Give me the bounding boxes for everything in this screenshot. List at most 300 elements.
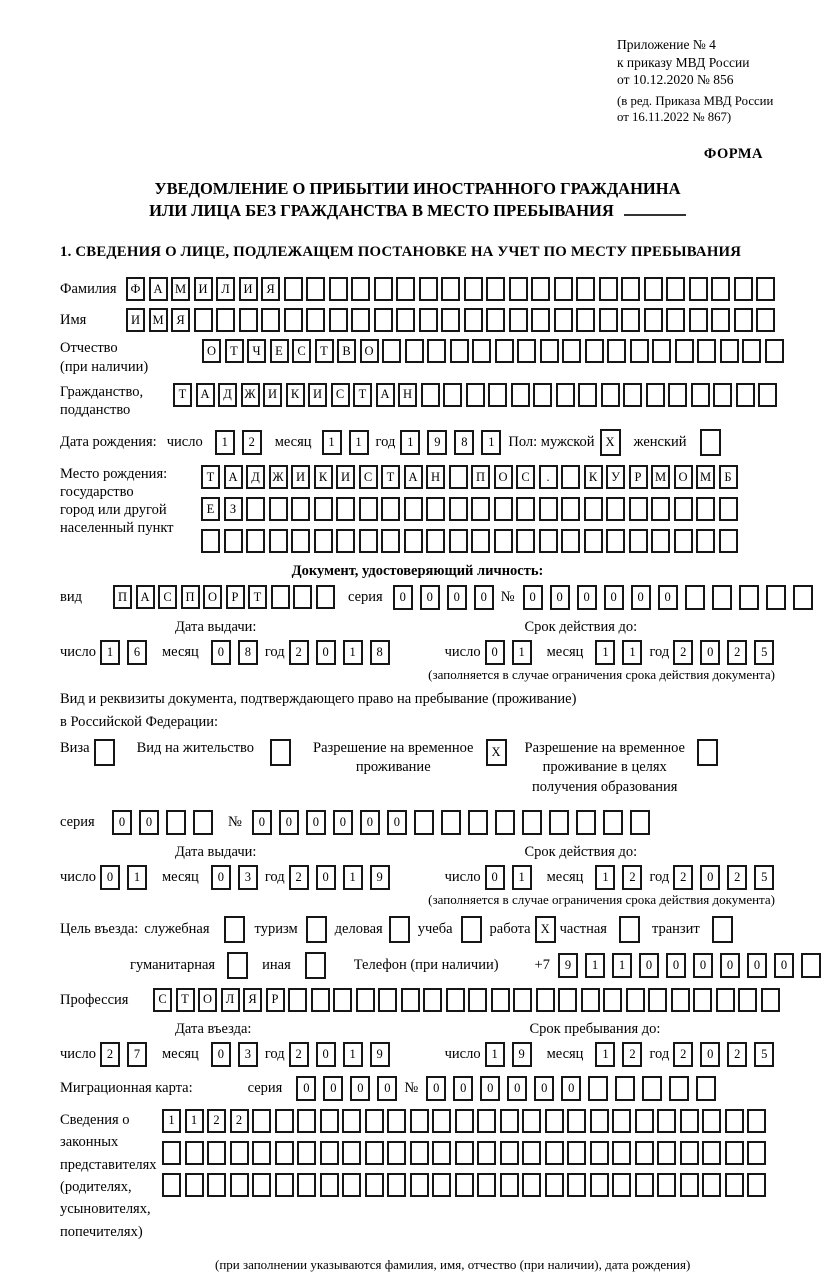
char-box[interactable]	[693, 988, 712, 1012]
id-valid-day-boxes[interactable]	[485, 640, 539, 665]
char-box[interactable]	[477, 1109, 496, 1133]
char-box[interactable]: 0	[534, 1076, 554, 1101]
char-box[interactable]: И	[291, 465, 310, 489]
char-box[interactable]	[449, 529, 468, 553]
char-box[interactable]	[224, 916, 245, 943]
char-box[interactable]	[449, 497, 468, 521]
char-box[interactable]: 1	[343, 640, 363, 665]
char-box[interactable]: Т	[173, 383, 192, 407]
char-box[interactable]	[449, 465, 468, 489]
char-box[interactable]	[404, 497, 423, 521]
char-box[interactable]	[716, 988, 735, 1012]
char-box[interactable]: О	[674, 465, 693, 489]
char-box[interactable]	[666, 308, 685, 332]
char-box[interactable]	[702, 1173, 721, 1197]
char-box[interactable]	[314, 497, 333, 521]
char-box[interactable]	[320, 1173, 339, 1197]
char-box[interactable]	[719, 497, 738, 521]
char-box[interactable]	[320, 1141, 339, 1165]
char-box[interactable]: 0	[316, 1042, 336, 1067]
char-box[interactable]: Б	[719, 465, 738, 489]
char-box[interactable]: Т	[176, 988, 195, 1012]
char-box[interactable]: 1	[215, 430, 235, 455]
birth-day-boxes[interactable]	[215, 430, 269, 455]
char-box[interactable]	[674, 529, 693, 553]
char-box[interactable]: 0	[577, 585, 597, 610]
char-box[interactable]: 0	[447, 585, 467, 610]
citizenship-boxes[interactable]	[173, 383, 781, 407]
char-box[interactable]: 0	[700, 1042, 720, 1067]
char-box[interactable]	[734, 277, 753, 301]
char-box[interactable]	[216, 308, 235, 332]
char-box[interactable]: 6	[127, 640, 147, 665]
char-box[interactable]	[642, 1076, 662, 1101]
id-number-boxes[interactable]	[523, 585, 820, 610]
char-box[interactable]: 1	[322, 430, 342, 455]
permit-valid-month-boxes[interactable]	[595, 865, 649, 890]
char-box[interactable]: У	[606, 465, 625, 489]
char-box[interactable]	[516, 529, 535, 553]
char-box[interactable]: 1	[349, 430, 369, 455]
char-box[interactable]	[270, 739, 291, 766]
char-box[interactable]	[495, 810, 515, 835]
char-box[interactable]	[522, 1109, 541, 1133]
char-box[interactable]: 0	[211, 1042, 231, 1067]
char-box[interactable]	[621, 277, 640, 301]
sex-male-checkbox[interactable]	[600, 429, 621, 456]
char-box[interactable]: Т	[353, 383, 372, 407]
char-box[interactable]: К	[286, 383, 305, 407]
char-box[interactable]	[432, 1173, 451, 1197]
char-box[interactable]: 0	[100, 865, 120, 890]
char-box[interactable]	[410, 1141, 429, 1165]
mig-series-boxes[interactable]	[296, 1076, 404, 1101]
stay-day-boxes[interactable]	[485, 1042, 539, 1067]
char-box[interactable]: И	[126, 308, 145, 332]
char-box[interactable]	[162, 1141, 181, 1165]
char-box[interactable]	[689, 277, 708, 301]
char-box[interactable]: 8	[454, 430, 474, 455]
char-box[interactable]: Р	[629, 465, 648, 489]
char-box[interactable]	[601, 383, 620, 407]
char-box[interactable]	[488, 383, 507, 407]
char-box[interactable]: 0	[507, 1076, 527, 1101]
char-box[interactable]	[590, 1109, 609, 1133]
char-box[interactable]: 0	[485, 640, 505, 665]
char-box[interactable]: 1	[343, 1042, 363, 1067]
representatives-boxes-line2[interactable]	[162, 1141, 770, 1165]
char-box[interactable]	[500, 1141, 519, 1165]
char-box[interactable]	[230, 1141, 249, 1165]
char-box[interactable]: В	[337, 339, 356, 363]
char-box[interactable]	[599, 308, 618, 332]
char-box[interactable]: 3	[238, 1042, 258, 1067]
char-box[interactable]	[316, 585, 335, 609]
char-box[interactable]	[680, 1109, 699, 1133]
char-box[interactable]: 1	[100, 640, 120, 665]
char-box[interactable]	[351, 277, 370, 301]
profession-boxes[interactable]	[153, 988, 783, 1012]
char-box[interactable]	[675, 339, 694, 363]
char-box[interactable]	[747, 1173, 766, 1197]
char-box[interactable]: 1	[481, 430, 501, 455]
char-box[interactable]: 2	[622, 865, 642, 890]
char-box[interactable]	[421, 383, 440, 407]
purpose-business-checkbox[interactable]	[389, 916, 410, 943]
char-box[interactable]	[252, 1173, 271, 1197]
char-box[interactable]	[680, 1173, 699, 1197]
char-box[interactable]	[612, 1141, 631, 1165]
char-box[interactable]	[651, 529, 670, 553]
entry-day-boxes[interactable]	[100, 1042, 154, 1067]
char-box[interactable]	[801, 953, 821, 978]
char-box[interactable]	[432, 1141, 451, 1165]
name-boxes[interactable]	[126, 308, 779, 332]
char-box[interactable]	[382, 339, 401, 363]
char-box[interactable]: 0	[139, 810, 159, 835]
char-box[interactable]	[671, 988, 690, 1012]
char-box[interactable]: А	[149, 277, 168, 301]
char-box[interactable]: Я	[261, 277, 280, 301]
char-box[interactable]	[284, 277, 303, 301]
char-box[interactable]	[756, 277, 775, 301]
purpose-official-checkbox[interactable]	[224, 916, 245, 943]
char-box[interactable]	[378, 988, 397, 1012]
char-box[interactable]	[389, 916, 410, 943]
char-box[interactable]	[712, 916, 733, 943]
char-box[interactable]	[603, 810, 623, 835]
char-box[interactable]	[261, 308, 280, 332]
char-box[interactable]	[765, 339, 784, 363]
char-box[interactable]	[351, 308, 370, 332]
char-box[interactable]	[342, 1141, 361, 1165]
char-box[interactable]	[747, 1141, 766, 1165]
char-box[interactable]: 0	[658, 585, 678, 610]
char-box[interactable]	[606, 497, 625, 521]
char-box[interactable]	[576, 308, 595, 332]
char-box[interactable]: П	[471, 465, 490, 489]
char-box[interactable]: 0	[426, 1076, 446, 1101]
char-box[interactable]	[396, 308, 415, 332]
char-box[interactable]: 0	[316, 865, 336, 890]
char-box[interactable]: 2	[242, 430, 262, 455]
char-box[interactable]	[603, 988, 622, 1012]
char-box[interactable]: 2	[673, 865, 693, 890]
char-box[interactable]: Д	[246, 465, 265, 489]
char-box[interactable]	[441, 277, 460, 301]
char-box[interactable]: X	[486, 739, 507, 766]
char-box[interactable]	[522, 810, 542, 835]
char-box[interactable]	[374, 308, 393, 332]
char-box[interactable]	[712, 585, 732, 610]
char-box[interactable]	[747, 1109, 766, 1133]
char-box[interactable]	[224, 529, 243, 553]
patronymic-boxes[interactable]	[202, 339, 787, 363]
permit-number-boxes[interactable]	[252, 810, 657, 835]
char-box[interactable]: О	[202, 339, 221, 363]
char-box[interactable]	[562, 339, 581, 363]
char-box[interactable]	[561, 465, 580, 489]
char-box[interactable]	[446, 988, 465, 1012]
char-box[interactable]: 1	[127, 865, 147, 890]
char-box[interactable]	[536, 988, 555, 1012]
char-box[interactable]	[590, 1141, 609, 1165]
visa-checkbox[interactable]	[94, 739, 115, 766]
char-box[interactable]	[540, 339, 559, 363]
char-box[interactable]: 1	[343, 865, 363, 890]
char-box[interactable]	[423, 988, 442, 1012]
char-box[interactable]	[689, 308, 708, 332]
purpose-study-checkbox[interactable]	[461, 916, 482, 943]
char-box[interactable]: Р	[266, 988, 285, 1012]
char-box[interactable]	[207, 1173, 226, 1197]
mig-number-boxes[interactable]	[426, 1076, 723, 1101]
char-box[interactable]	[651, 497, 670, 521]
char-box[interactable]: 9	[427, 430, 447, 455]
char-box[interactable]: 0	[700, 865, 720, 890]
char-box[interactable]	[468, 810, 488, 835]
char-box[interactable]	[381, 529, 400, 553]
char-box[interactable]: 2	[289, 640, 309, 665]
char-box[interactable]: Я	[171, 308, 190, 332]
char-box[interactable]: А	[376, 383, 395, 407]
char-box[interactable]	[696, 1076, 716, 1101]
char-box[interactable]	[669, 1076, 689, 1101]
char-box[interactable]: 0	[666, 953, 686, 978]
char-box[interactable]: 0	[211, 865, 231, 890]
char-box[interactable]	[585, 339, 604, 363]
char-box[interactable]	[166, 810, 186, 835]
char-box[interactable]: 9	[512, 1042, 532, 1067]
char-box[interactable]	[742, 339, 761, 363]
char-box[interactable]	[539, 497, 558, 521]
birthplace-boxes-line1[interactable]	[201, 465, 741, 489]
char-box[interactable]	[554, 277, 573, 301]
char-box[interactable]: 0	[252, 810, 272, 835]
permit-valid-day-boxes[interactable]	[485, 865, 539, 890]
char-box[interactable]	[736, 383, 755, 407]
char-box[interactable]	[719, 529, 738, 553]
char-box[interactable]	[734, 308, 753, 332]
char-box[interactable]: М	[651, 465, 670, 489]
char-box[interactable]: 0	[639, 953, 659, 978]
char-box[interactable]: 2	[673, 1042, 693, 1067]
sex-female-checkbox[interactable]	[700, 429, 721, 456]
char-box[interactable]	[471, 497, 490, 521]
char-box[interactable]: 1	[512, 865, 532, 890]
char-box[interactable]	[252, 1109, 271, 1133]
char-box[interactable]: 2	[289, 865, 309, 890]
char-box[interactable]	[374, 277, 393, 301]
char-box[interactable]: 5	[754, 640, 774, 665]
char-box[interactable]: К	[314, 465, 333, 489]
surname-boxes[interactable]	[126, 277, 779, 301]
char-box[interactable]: 0	[420, 585, 440, 610]
char-box[interactable]	[584, 497, 603, 521]
char-box[interactable]: 9	[370, 865, 390, 890]
permit-issue-year-boxes[interactable]	[289, 865, 397, 890]
char-box[interactable]: 0	[480, 1076, 500, 1101]
char-box[interactable]	[539, 529, 558, 553]
char-box[interactable]	[426, 529, 445, 553]
char-box[interactable]	[495, 339, 514, 363]
char-box[interactable]: 0	[387, 810, 407, 835]
id-type-boxes[interactable]	[113, 585, 338, 609]
char-box[interactable]	[648, 988, 667, 1012]
char-box[interactable]	[793, 585, 813, 610]
char-box[interactable]: 0	[296, 1076, 316, 1101]
char-box[interactable]: 0	[747, 953, 767, 978]
char-box[interactable]: М	[171, 277, 190, 301]
char-box[interactable]	[359, 497, 378, 521]
char-box[interactable]: 0	[485, 865, 505, 890]
id-issue-day-boxes[interactable]	[100, 640, 154, 665]
char-box[interactable]: О	[198, 988, 217, 1012]
char-box[interactable]: А	[196, 383, 215, 407]
char-box[interactable]	[674, 497, 693, 521]
char-box[interactable]: С	[359, 465, 378, 489]
char-box[interactable]	[630, 339, 649, 363]
char-box[interactable]: 0	[700, 640, 720, 665]
char-box[interactable]	[606, 529, 625, 553]
char-box[interactable]	[193, 810, 213, 835]
char-box[interactable]	[612, 1109, 631, 1133]
birthplace-boxes-line2[interactable]	[201, 497, 741, 521]
char-box[interactable]: 2	[673, 640, 693, 665]
char-box[interactable]	[635, 1141, 654, 1165]
char-box[interactable]	[652, 339, 671, 363]
char-box[interactable]	[494, 497, 513, 521]
char-box[interactable]: 1	[585, 953, 605, 978]
char-box[interactable]	[387, 1109, 406, 1133]
char-box[interactable]	[464, 308, 483, 332]
char-box[interactable]	[513, 988, 532, 1012]
representatives-boxes-line3[interactable]	[162, 1173, 770, 1197]
char-box[interactable]	[522, 1173, 541, 1197]
char-box[interactable]: 2	[230, 1109, 249, 1133]
char-box[interactable]	[306, 308, 325, 332]
char-box[interactable]: Т	[248, 585, 267, 609]
char-box[interactable]: Л	[221, 988, 240, 1012]
char-box[interactable]: 0	[316, 640, 336, 665]
char-box[interactable]: Т	[381, 465, 400, 489]
char-box[interactable]: 1	[612, 953, 632, 978]
char-box[interactable]: Д	[218, 383, 237, 407]
char-box[interactable]	[297, 1109, 316, 1133]
char-box[interactable]: Н	[426, 465, 445, 489]
char-box[interactable]	[450, 339, 469, 363]
char-box[interactable]	[455, 1141, 474, 1165]
char-box[interactable]	[201, 529, 220, 553]
birth-year-boxes[interactable]	[400, 430, 508, 455]
char-box[interactable]	[365, 1173, 384, 1197]
char-box[interactable]	[246, 497, 265, 521]
purpose-transit-checkbox[interactable]	[712, 916, 733, 943]
char-box[interactable]	[162, 1173, 181, 1197]
char-box[interactable]	[635, 1109, 654, 1133]
char-box[interactable]: 1	[595, 640, 615, 665]
char-box[interactable]	[635, 1173, 654, 1197]
char-box[interactable]: О	[494, 465, 513, 489]
char-box[interactable]	[207, 1141, 226, 1165]
char-box[interactable]: П	[113, 585, 132, 609]
char-box[interactable]	[758, 383, 777, 407]
char-box[interactable]: А	[404, 465, 423, 489]
char-box[interactable]: 5	[754, 865, 774, 890]
char-box[interactable]: 1	[595, 1042, 615, 1067]
char-box[interactable]	[685, 585, 705, 610]
char-box[interactable]: X	[535, 916, 556, 943]
birthplace-boxes-line3[interactable]	[201, 529, 741, 553]
char-box[interactable]	[477, 1141, 496, 1165]
char-box[interactable]	[288, 988, 307, 1012]
char-box[interactable]	[558, 988, 577, 1012]
char-box[interactable]: 2	[622, 1042, 642, 1067]
char-box[interactable]	[646, 383, 665, 407]
char-box[interactable]	[612, 1173, 631, 1197]
char-box[interactable]	[630, 810, 650, 835]
char-box[interactable]	[293, 585, 312, 609]
char-box[interactable]: 2	[727, 1042, 747, 1067]
char-box[interactable]	[468, 988, 487, 1012]
char-box[interactable]	[252, 1141, 271, 1165]
char-box[interactable]	[666, 277, 685, 301]
char-box[interactable]	[230, 1173, 249, 1197]
char-box[interactable]	[516, 497, 535, 521]
char-box[interactable]	[725, 1173, 744, 1197]
char-box[interactable]	[711, 277, 730, 301]
char-box[interactable]	[381, 497, 400, 521]
char-box[interactable]	[426, 497, 445, 521]
char-box[interactable]	[185, 1141, 204, 1165]
char-box[interactable]: Ф	[126, 277, 145, 301]
birth-month-boxes[interactable]	[322, 430, 376, 455]
char-box[interactable]	[387, 1141, 406, 1165]
char-box[interactable]	[401, 988, 420, 1012]
char-box[interactable]	[691, 383, 710, 407]
char-box[interactable]	[441, 308, 460, 332]
char-box[interactable]: 9	[370, 1042, 390, 1067]
char-box[interactable]	[275, 1141, 294, 1165]
char-box[interactable]	[545, 1141, 564, 1165]
char-box[interactable]	[599, 277, 618, 301]
char-box[interactable]: 2	[100, 1042, 120, 1067]
char-box[interactable]	[696, 529, 715, 553]
char-box[interactable]	[657, 1173, 676, 1197]
char-box[interactable]: С	[153, 988, 172, 1012]
char-box[interactable]: С	[292, 339, 311, 363]
char-box[interactable]	[629, 497, 648, 521]
char-box[interactable]: Л	[216, 277, 235, 301]
purpose-private-checkbox[interactable]	[619, 916, 640, 943]
char-box[interactable]: И	[336, 465, 355, 489]
char-box[interactable]: О	[203, 585, 222, 609]
char-box[interactable]	[284, 308, 303, 332]
char-box[interactable]	[581, 988, 600, 1012]
char-box[interactable]: 2	[207, 1109, 226, 1133]
stay-month-boxes[interactable]	[595, 1042, 649, 1067]
char-box[interactable]: 0	[561, 1076, 581, 1101]
char-box[interactable]: 0	[604, 585, 624, 610]
char-box[interactable]	[494, 529, 513, 553]
char-box[interactable]	[702, 1141, 721, 1165]
char-box[interactable]: Т	[225, 339, 244, 363]
char-box[interactable]	[311, 988, 330, 1012]
char-box[interactable]	[584, 529, 603, 553]
char-box[interactable]	[713, 383, 732, 407]
char-box[interactable]: X	[600, 429, 621, 456]
char-box[interactable]	[486, 277, 505, 301]
